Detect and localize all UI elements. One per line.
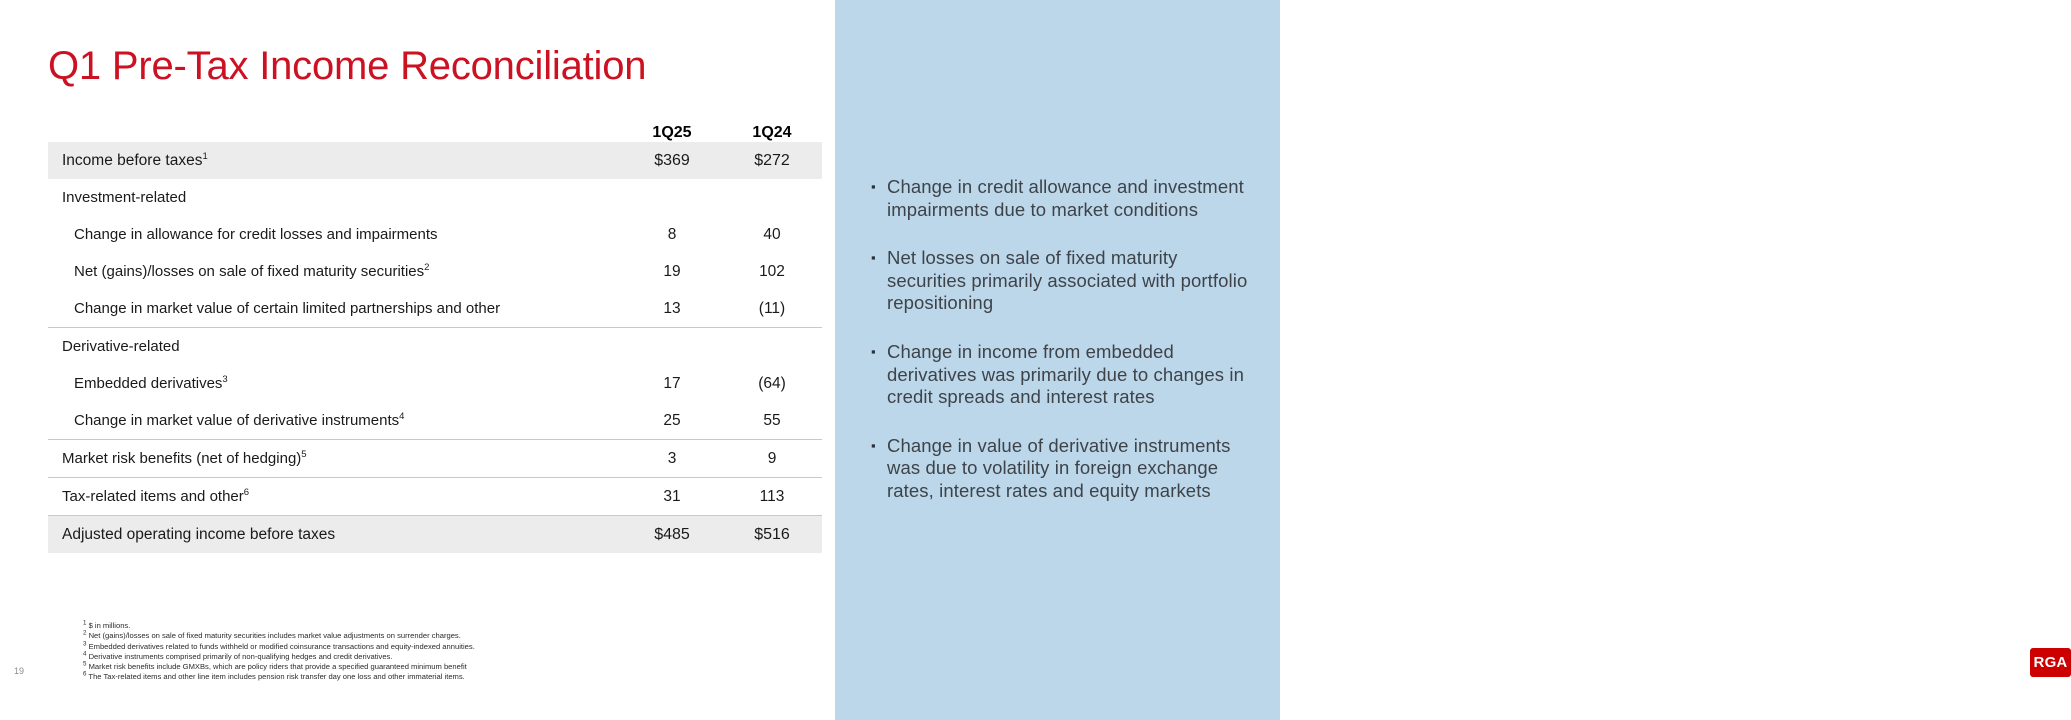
row-label: Income before taxes$^1$	[48, 142, 622, 179]
value-1q24: (11)	[722, 290, 822, 328]
row-label: Investment-related	[62, 189, 187, 206]
commentary-bullet-text: Change in value of derivative instruments was due to volatility in foreign exchange rates, interest rates and equity markets	[887, 434, 1231, 501]
footnote-number: 2	[83, 629, 87, 637]
bullet-square-icon: ▪	[871, 250, 876, 266]
commentary-bullet	[871, 341, 1261, 409]
value-1q24: $272	[722, 142, 822, 179]
footnote-marker: 2	[424, 262, 430, 273]
table-row	[48, 142, 822, 179]
value-1q24	[722, 328, 822, 366]
commentary-bullet	[871, 435, 1261, 503]
value-1q24: 102	[759, 262, 785, 280]
footnote-number: 1	[83, 619, 87, 627]
value-1q24: 9	[722, 440, 822, 478]
footnote	[83, 652, 783, 662]
footnote-marker: 3	[222, 374, 228, 385]
row-label: Market risk benefits (net of hedging)$^5$	[48, 440, 622, 478]
bullet-square-icon: ▪	[871, 179, 876, 194]
value-1q25	[622, 179, 722, 216]
row-label: Change in market value of derivative instruments$^4$	[48, 402, 622, 440]
footnote-marker: 4	[399, 411, 405, 422]
footnote-list	[83, 621, 783, 683]
value-1q25: 17	[663, 374, 681, 392]
table-row	[48, 365, 822, 402]
value-1q25: 19	[663, 262, 681, 280]
table-row	[48, 179, 822, 216]
row-label: Change in market value of certain limited partnerships and other	[48, 290, 622, 328]
footnote	[83, 642, 783, 652]
table-header-row	[48, 124, 822, 142]
footnote-text: The Tax-related items and other line item includes pension risk transfer day one loss and other immaterial items.	[86, 672, 465, 682]
footnote-text: $ in millions.	[86, 621, 131, 630]
commentary-bullet-text: Net losses on sale of fixed maturity securities primarily associated with portfolio repositioning	[887, 247, 1248, 314]
rga-logo-text: RGA	[2033, 654, 2068, 671]
value-1q24: 55	[722, 402, 822, 440]
column-header-1q24: 1Q24	[752, 124, 792, 141]
footnote	[83, 621, 783, 631]
footnote-number: 4	[83, 650, 87, 658]
value-1q25: 13	[622, 290, 722, 328]
footnote	[83, 662, 783, 672]
table-row	[48, 440, 822, 478]
bullet-square-icon: ▪	[871, 437, 876, 453]
row-label: Adjusted operating income before taxes	[48, 516, 622, 554]
commentary-bullet-list	[871, 176, 1261, 529]
value-1q25: 3	[622, 440, 722, 478]
table-row	[48, 402, 822, 440]
footnote-text: Derivative instruments comprised primarily of non-qualifying hedges and credit derivatives.	[86, 651, 393, 661]
value-1q25: 8	[667, 225, 677, 243]
bullet-square-icon: ▪	[871, 343, 876, 359]
table-row	[48, 253, 822, 290]
table-body	[48, 142, 822, 553]
value-1q25: 25	[622, 402, 722, 440]
value-1q25: $485	[622, 516, 722, 554]
commentary-bullet-text: Change in income from embedded derivatives was primarily due to changes in credit spreads and interest rates	[887, 340, 1244, 408]
footnote-marker: 6	[243, 487, 250, 498]
row-label: Change in allowance for credit losses and impairments	[74, 226, 438, 243]
page-title: Q1 Pre-Tax Income Reconciliation	[48, 44, 647, 88]
footnote-text: Market risk benefits include GMXBs, which are policy riders that provide a specified guaranteed minimum benefit	[86, 662, 467, 672]
table-row	[48, 290, 822, 328]
value-1q25: 31	[622, 478, 722, 516]
value-1q24: 113	[722, 478, 822, 516]
column-header-label	[48, 124, 622, 142]
value-1q24	[722, 179, 822, 216]
table-row	[48, 478, 822, 516]
value-1q25: $369	[622, 142, 722, 179]
footnote-number: 6	[83, 670, 87, 678]
rga-logo	[2030, 648, 2071, 677]
row-label: Derivative-related	[62, 338, 180, 355]
footnote-text: Embedded derivatives related to funds withheld or modified coinsurance transactions and equity-indexed annuities.	[86, 641, 475, 651]
value-1q24: 40	[763, 225, 781, 243]
footnote	[83, 672, 783, 682]
value-1q24: $516	[722, 516, 822, 554]
commentary-bullet	[871, 247, 1261, 315]
table-row	[48, 328, 822, 366]
row-label: Net (gains)/losses on sale of fixed maturity securities$^2$	[74, 262, 430, 280]
table-row	[48, 216, 822, 253]
commentary-bullet-text: Change in credit allowance and investment impairments due to market conditions	[887, 176, 1244, 220]
footnote	[83, 631, 783, 641]
footnote-number: 3	[83, 640, 87, 648]
income-reconciliation-table	[48, 124, 822, 553]
footnote-marker: 1	[202, 150, 208, 162]
value-1q25	[622, 328, 722, 366]
value-1q24: (64)	[758, 374, 786, 392]
footnote-text: Net (gains)/losses on sale of fixed maturity securities includes market value adjustments on surrender charges.	[86, 631, 461, 641]
table-row	[48, 516, 822, 554]
page-number: 19	[14, 666, 25, 676]
right-commentary-panel	[835, 0, 2068, 720]
row-label: Embedded derivatives$^3$	[74, 374, 228, 392]
column-header-1q25: 1Q25	[652, 124, 692, 141]
footnote-marker: 5	[301, 449, 307, 460]
commentary-bullet	[871, 176, 1261, 221]
footnote-number: 5	[83, 660, 87, 668]
row-label: Tax-related items and other$^6$	[48, 478, 622, 516]
